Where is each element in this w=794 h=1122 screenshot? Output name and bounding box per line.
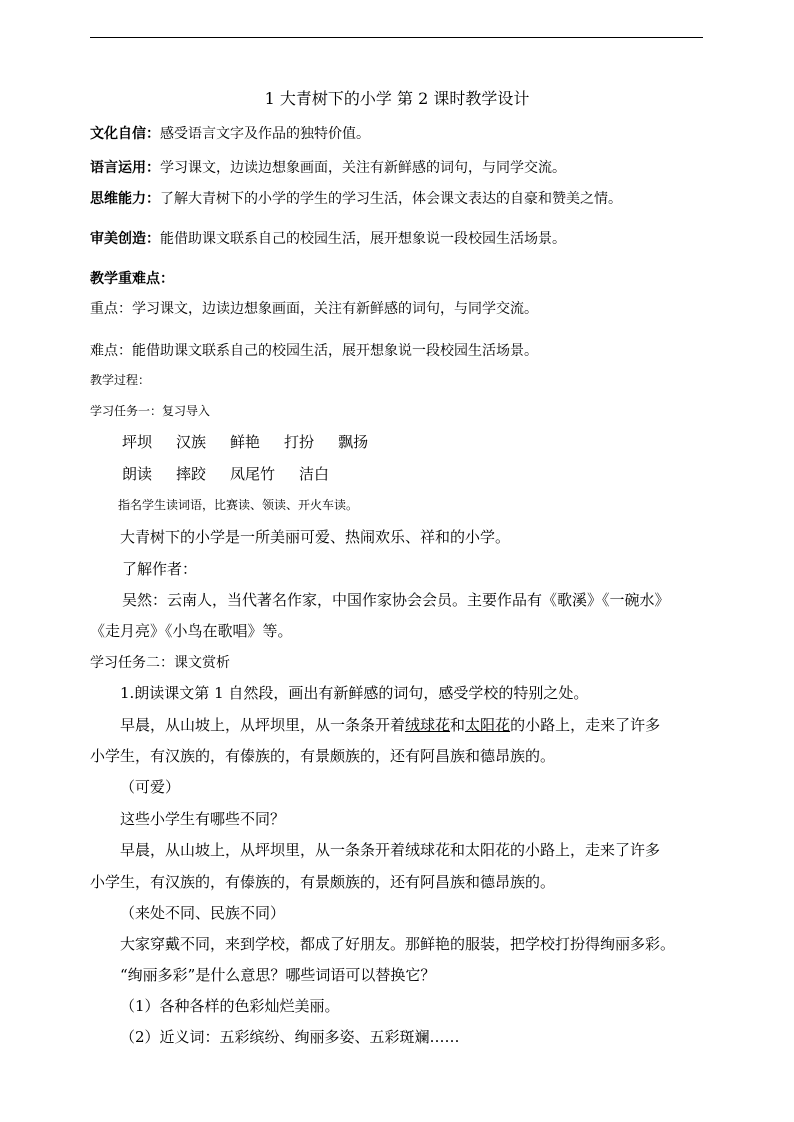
step-1: 1.朗读课文第 1 自然段，画出有新鲜感的词句，感受学校的特别之处。 <box>120 684 589 702</box>
process-heading: 教学过程： <box>90 373 151 387</box>
passage-1-line-1: 早晨，从山坡上，从坪坝里，从一条条开着绒球花和太阳花的小路上，走来了许多 <box>120 716 661 734</box>
header-rule <box>90 37 703 38</box>
passage-3: 大家穿戴不同，来到学校，都成了好朋友。那鲜艳的服装，把学校打扮得绚丽多彩。 <box>120 935 676 953</box>
author-prompt: 了解作者： <box>122 560 198 578</box>
word: 凤尾竹 <box>230 465 276 483</box>
word: 飘扬 <box>338 433 369 451</box>
word-row-1 <box>122 432 392 452</box>
task2-heading: 学习任务二：课文赏析 <box>90 655 230 671</box>
goal-thinking: 思维能力：了解大青树下的小学的学生的学习生活，体会课文表达的自豪和赞美之情。 <box>90 191 622 207</box>
difficult-point: 难点：能借助课文联系自己的校园生活，展开想象说一段校园生活场景。 <box>90 343 538 359</box>
word: 洁白 <box>299 465 330 483</box>
passage-1-line-2: 小学生，有汉族的，有傣族的，有景颇族的，还有阿昌族和德昂族的。 <box>90 747 556 765</box>
goal-culture: 文化自信：感受语言文字及作品的独特价值。 <box>90 126 370 142</box>
question-differences: 这些小学生有哪些不同？ <box>120 810 286 828</box>
page-title: 1 大青树下的小学 第 2 课时教学设计 <box>264 89 530 108</box>
underlined-word: 太阳花 <box>465 716 511 734</box>
word-row-2 <box>122 464 353 484</box>
intro-sentence: 大青树下的小学是一所美丽可爱、热闹欢乐、祥和的小学。 <box>120 528 511 546</box>
goal-language: 语言运用：学习课文，边读边想象画面，关注有新鲜感的词句，与同学交流。 <box>90 160 566 176</box>
word: 朗读 <box>122 465 153 483</box>
note-differences: （来处不同、民族不同） <box>120 904 286 922</box>
answer-1: （1）各种各样的色彩灿烂美丽。 <box>120 997 340 1015</box>
task1-instruction: 指名学生读词语，比赛读、领读、开火车读。 <box>118 498 359 512</box>
passage-2-line-2: 小学生，有汉族的，有傣族的，有景颇族的，还有阿昌族和德昂族的。 <box>90 873 556 891</box>
author-line-1: 吴然：云南人，当代著名作家，中国作家协会会员。主要作品有《歌溪》《一碗水》 <box>122 591 670 609</box>
passage-2-line-1: 早晨，从山坡上，从坪坝里，从一条条开着绒球花和太阳花的小路上，走来了许多 <box>120 841 661 859</box>
answer-2: （2）近义词：五彩缤纷、绚丽多姿、五彩斑斓…… <box>120 1028 460 1046</box>
task1-heading: 学习任务一：复习导入 <box>90 404 211 418</box>
key-points-heading: 教学重难点： <box>90 271 174 287</box>
word: 坪坝 <box>122 433 153 451</box>
word: 鲜艳 <box>230 433 261 451</box>
word: 汉族 <box>176 433 207 451</box>
word: 打扮 <box>284 433 315 451</box>
author-line-2: 《走月亮》《小鸟在歌唱》等。 <box>90 622 293 640</box>
key-point: 重点：学习课文，边读边想象画面，关注有新鲜感的词句，与同学交流。 <box>90 301 538 317</box>
underlined-word: 绒球花 <box>405 716 451 734</box>
question-colorful: “绚丽多彩”是什么意思？哪些词语可以替换它？ <box>120 966 436 984</box>
word: 摔跤 <box>176 465 207 483</box>
note-cute: （可爱） <box>120 778 181 796</box>
goal-aesthetic: 审美创造：能借助课文联系自己的校园生活，展开想象说一段校园生活场景。 <box>90 231 566 247</box>
